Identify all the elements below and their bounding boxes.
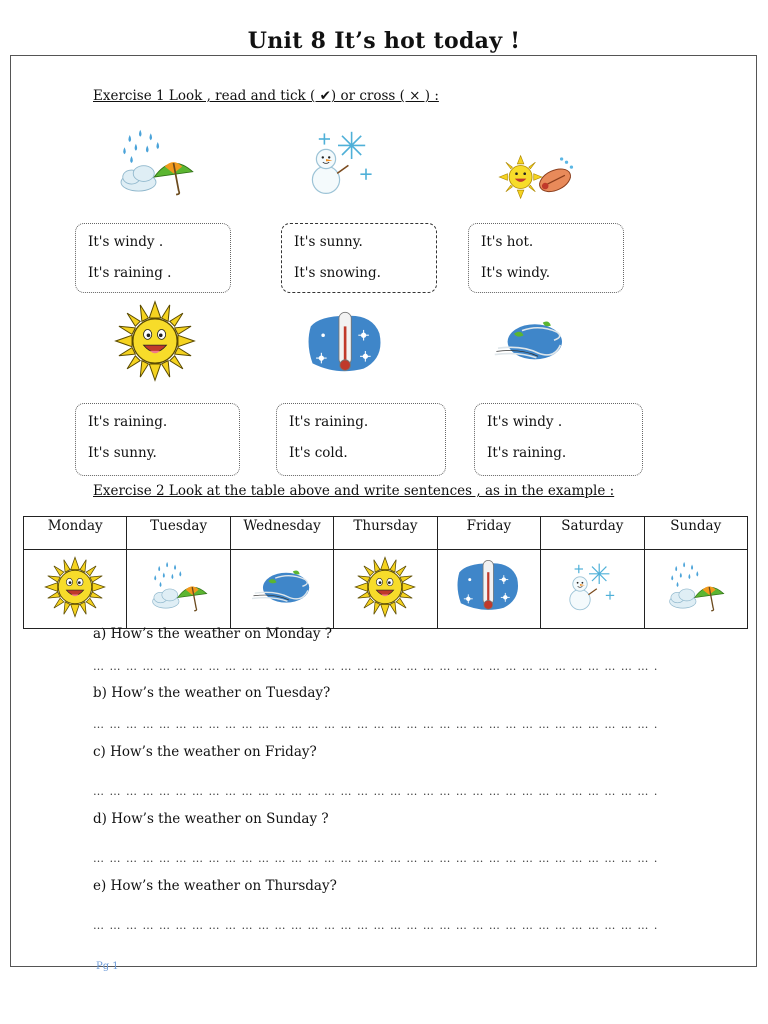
- question-a: a) How’s the weather on Monday ?: [93, 626, 333, 642]
- weather-cell: [541, 550, 644, 629]
- answer-line[interactable]: … … … … … … … … … … … … … … … … … … … … … … … … … … … … … … … … … … .: [93, 919, 659, 932]
- day-header: Friday: [437, 517, 540, 550]
- wind-icon: [490, 312, 570, 370]
- weather-cell: [24, 550, 127, 629]
- question-b: b) How’s the weather on Tuesday?: [93, 685, 331, 701]
- snowman-icon: [562, 559, 622, 615]
- answer-line[interactable]: … … … … … … … … … … … … … … … … … … … … … … … … … … … … … … … … … … .: [93, 718, 659, 731]
- question-e: e) How’s the weather on Thursday?: [93, 878, 337, 894]
- option-line: It's raining.: [289, 414, 369, 430]
- day-header: Sunday: [644, 517, 747, 550]
- option-box: [276, 403, 446, 476]
- cold-thermometer-icon: [452, 556, 526, 618]
- snowman-icon: [302, 125, 382, 201]
- option-box: [474, 403, 643, 476]
- rain-umbrella-icon: [663, 560, 729, 614]
- rain-umbrella-icon: [146, 560, 212, 614]
- option-line: It's windy.: [481, 265, 551, 281]
- answer-line[interactable]: … … … … … … … … … … … … … … … … … … … … … … … … … … … … … … … … … … .: [93, 785, 659, 798]
- page-title: Unit 8 It’s hot today !: [247, 28, 521, 54]
- rain-umbrella-icon: [112, 128, 200, 198]
- weather-cell: [437, 550, 540, 629]
- exercise2-heading: Exercise 2 Look at the table above and write sentences , as in the example :: [93, 483, 615, 499]
- question-d: d) How’s the weather on Sunday ?: [93, 811, 329, 827]
- option-line: It's raining.: [487, 445, 567, 461]
- weather-table: [23, 516, 748, 629]
- sun-icon: [349, 556, 421, 618]
- day-header: Wednesday: [230, 517, 333, 550]
- option-line: It's cold.: [289, 445, 348, 461]
- weather-cell: [644, 550, 747, 629]
- option-box: [281, 223, 437, 293]
- exercise1-heading: Exercise 1 Look , read and tick ( ✔) or cross ( × ) :: [93, 88, 439, 104]
- weather-icon-row: [24, 550, 748, 629]
- page-number: Pg 1: [96, 961, 119, 972]
- cold-thermometer-icon: [302, 308, 390, 380]
- option-line: It's sunny.: [88, 445, 157, 461]
- option-line: It's raining.: [88, 414, 168, 430]
- answer-line[interactable]: … … … … … … … … … … … … … … … … … … … … … … … … … … … … … … … … … … .: [93, 852, 659, 865]
- weather-cell: [230, 550, 333, 629]
- option-line: It's sunny.: [294, 234, 363, 250]
- sun-icon: [106, 300, 204, 382]
- option-box: [468, 223, 624, 293]
- day-header: Thursday: [334, 517, 437, 550]
- option-line: It's raining .: [88, 265, 172, 281]
- option-line: It's hot.: [481, 234, 534, 250]
- option-line: It's snowing.: [294, 265, 381, 281]
- wind-icon: [248, 563, 316, 611]
- option-line: It's windy .: [88, 234, 164, 250]
- question-c: c) How’s the weather on Friday?: [93, 744, 317, 760]
- answer-line[interactable]: … … … … … … … … … … … … … … … … … … … … … … … … … … … … … … … … … … .: [93, 660, 659, 673]
- day-header: Saturday: [541, 517, 644, 550]
- option-box: [75, 403, 240, 476]
- day-header: Tuesday: [127, 517, 230, 550]
- day-header: Monday: [24, 517, 127, 550]
- day-header-row: [24, 517, 748, 550]
- sun-thermometer-icon: [496, 152, 578, 202]
- option-box: [75, 223, 231, 293]
- option-line: It's windy .: [487, 414, 563, 430]
- weather-cell: [127, 550, 230, 629]
- sun-icon: [39, 556, 111, 618]
- weather-cell: [334, 550, 437, 629]
